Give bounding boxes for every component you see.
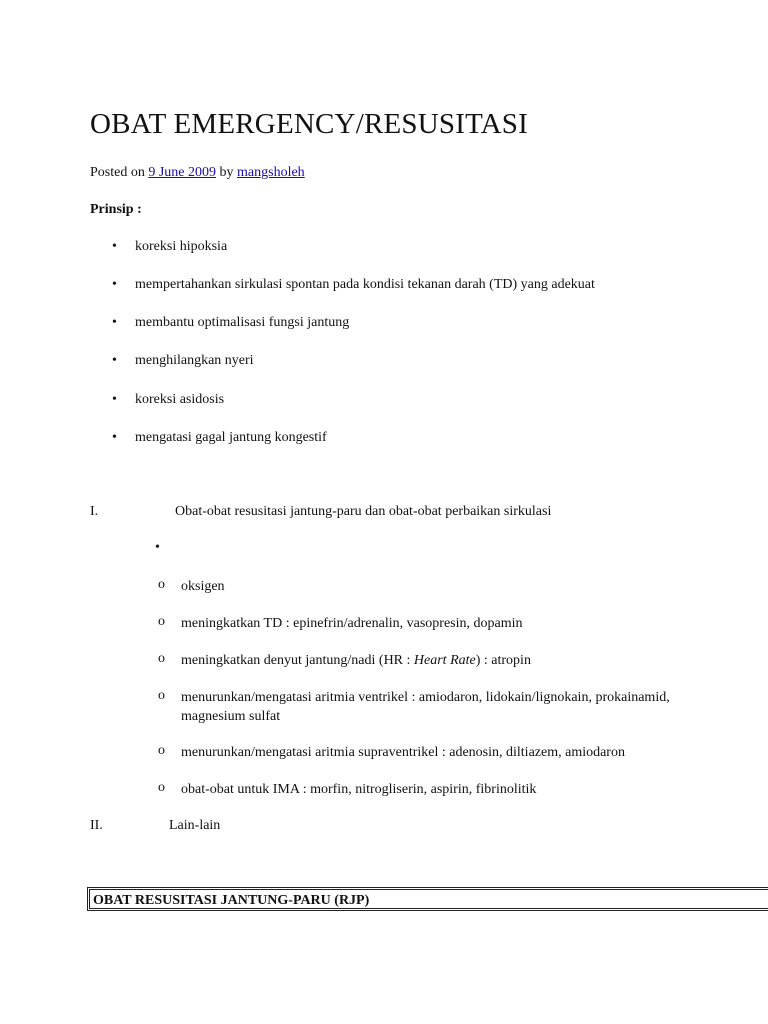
post-date-link[interactable]: 9 June 2009 (148, 165, 217, 180)
post-meta (90, 165, 305, 181)
bullet-icon: • (112, 430, 117, 445)
bullet-icon: • (112, 392, 117, 407)
section-numeral-2: II. (90, 818, 103, 833)
bullet-icon: • (112, 239, 117, 254)
list-item-text: menurunkan/mengatasi aritmia supraventrikel : adenosin, diltiazem, amiodaron (181, 745, 625, 760)
section-title-1: Obat-obat resusitasi jantung-paru dan obat-obat perbaikan sirkulasi (175, 504, 552, 519)
bullet-icon: • (155, 540, 160, 555)
section-title-2: Lain-lain (169, 818, 221, 833)
posted-on-label: Posted on (90, 165, 145, 180)
bullet-icon: • (112, 315, 117, 330)
list-item-text: koreksi hipoksia (135, 239, 228, 254)
page-title: OBAT EMERGENCY/RESUSITASI (90, 108, 528, 140)
author-link[interactable]: mangsholeh (237, 165, 305, 180)
list-item-text: mengatasi gagal jantung kongestif (135, 430, 327, 445)
circle-bullet-icon: o (158, 780, 165, 795)
list-item-text: mempertahankan sirkulasi spontan pada kondisi tekanan darah (TD) yang adekuat (135, 277, 595, 292)
list-item-text: meningkatkan TD : epinefrin/adrenalin, vasopresin, dopamin (181, 616, 523, 631)
section-numeral-1: I. (90, 504, 99, 519)
boxed-heading-text: OBAT RESUSITASI JANTUNG-PARU (RJP) (93, 893, 370, 908)
list-item-text: obat-obat untuk IMA : morfin, nitrogliserin, aspirin, fibrinolitik (181, 782, 537, 797)
list-item-text: koreksi asidosis (135, 392, 225, 407)
bullet-icon: • (112, 277, 117, 292)
hr-prefix: meningkatkan denyut jantung/nadi (HR : (181, 653, 414, 668)
hr-suffix: ) : atropin (475, 653, 531, 668)
circle-bullet-icon: o (158, 651, 165, 666)
list-item-text: menurunkan/mengatasi aritmia ventrikel : amiodaron, lidokain/lignokain, prokainamid, magnesium sulfat (181, 690, 670, 724)
circle-bullet-icon: o (158, 688, 165, 703)
boxed-heading (87, 887, 768, 911)
list-item-text: membantu optimalisasi fungsi jantung (135, 315, 350, 330)
hr-italic-term: Heart Rate (413, 653, 476, 668)
circle-bullet-icon: o (158, 614, 165, 629)
prinsip-heading: Prinsip : (90, 202, 142, 217)
bullet-icon: • (112, 353, 117, 368)
circle-bullet-icon: o (158, 577, 165, 592)
circle-bullet-icon: o (158, 743, 165, 758)
list-item-text-hr (181, 651, 671, 670)
list-item-text: menghilangkan nyeri (135, 353, 254, 368)
by-label: by (219, 165, 234, 180)
list-item-text: oksigen (181, 579, 225, 594)
